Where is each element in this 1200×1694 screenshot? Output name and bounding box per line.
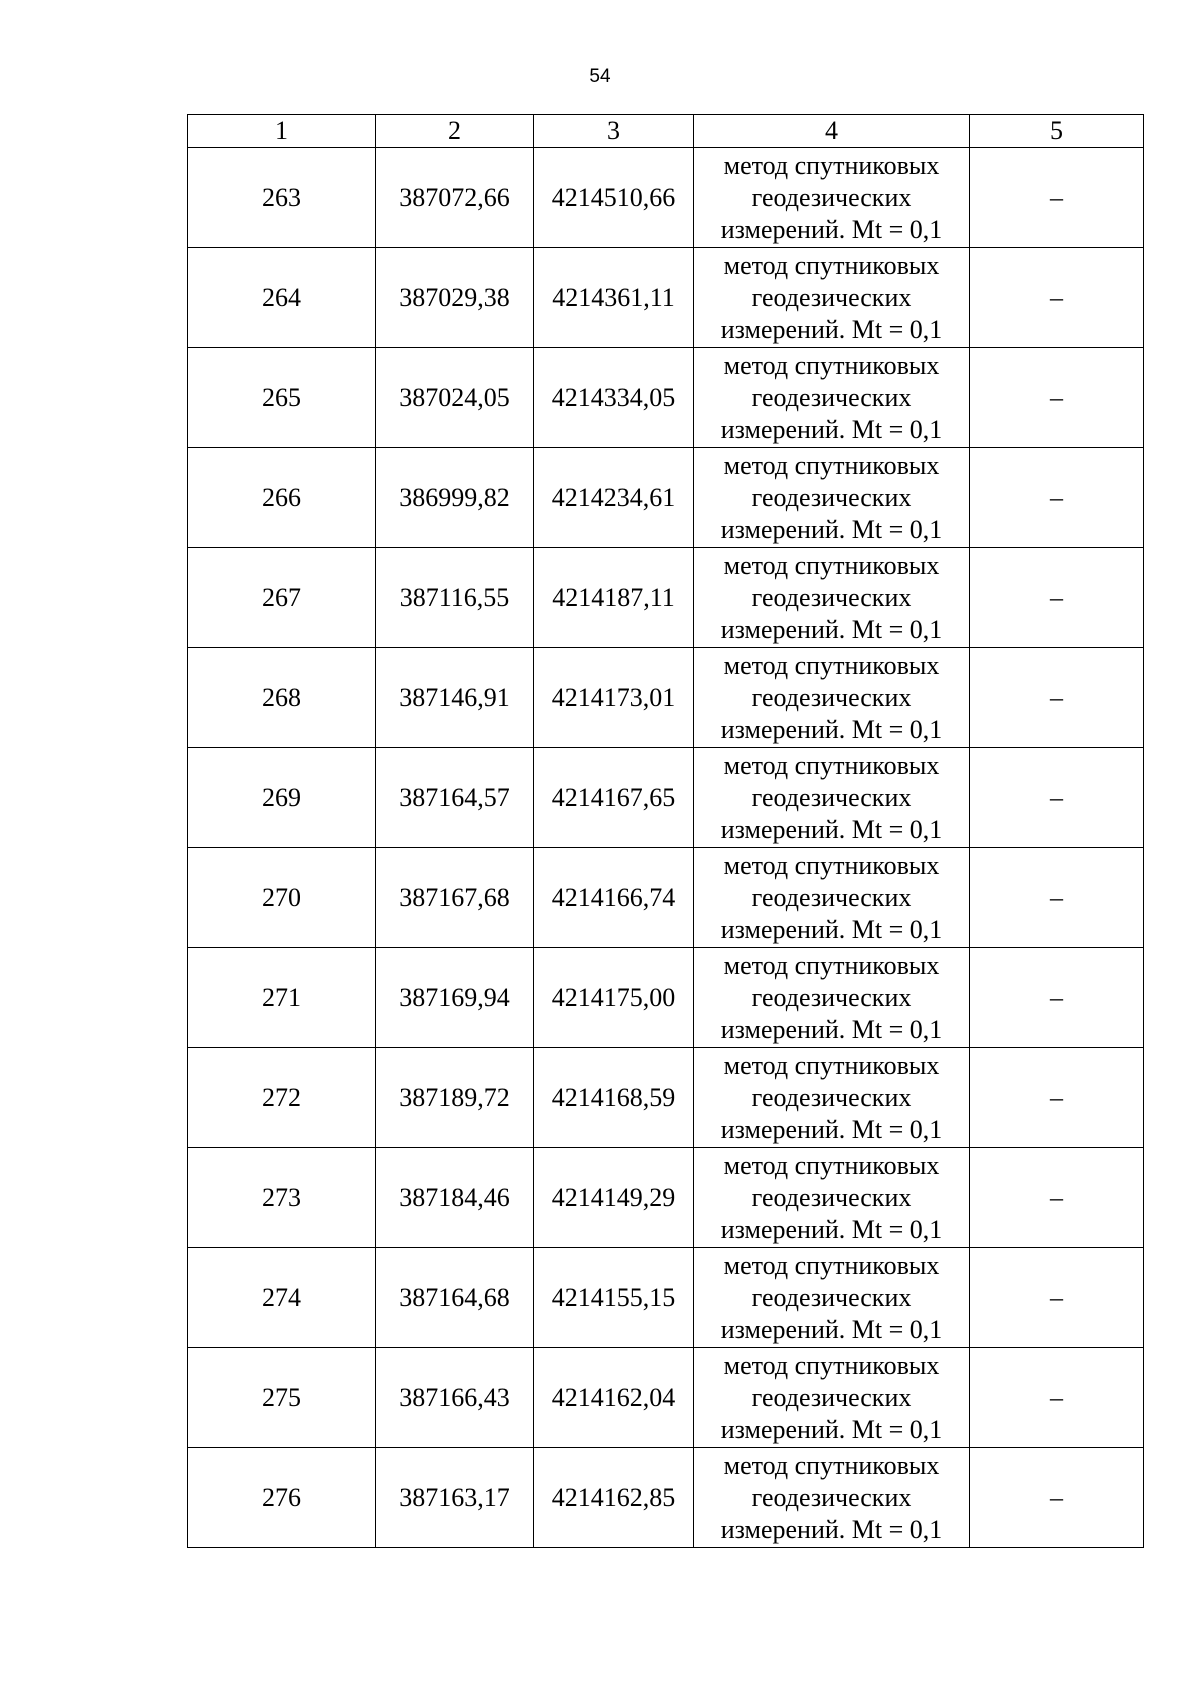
method-line: геодезических	[751, 1182, 912, 1212]
description-cell: –	[970, 548, 1144, 648]
y-coordinate-cell: 4214162,85	[534, 1448, 694, 1548]
description-cell: –	[970, 148, 1144, 248]
x-coordinate-cell: 387163,17	[376, 1448, 534, 1548]
method-cell	[694, 348, 970, 448]
point-number-cell: 267	[188, 548, 376, 648]
x-coordinate-cell: 387164,57	[376, 748, 534, 848]
table-row	[188, 148, 1144, 248]
description-cell: –	[970, 1048, 1144, 1148]
point-number-cell: 273	[188, 1148, 376, 1248]
method-line: измерений. Mt = 0,1	[720, 514, 943, 544]
x-coordinate-cell: 387072,66	[376, 148, 534, 248]
method-line: метод спутниковых	[723, 150, 940, 180]
y-coordinate-cell: 4214166,74	[534, 848, 694, 948]
y-coordinate-cell: 4214167,65	[534, 748, 694, 848]
point-number-cell: 264	[188, 248, 376, 348]
method-line: геодезических	[751, 1482, 912, 1512]
method-line: измерений. Mt = 0,1	[720, 414, 943, 444]
point-number-cell: 269	[188, 748, 376, 848]
method-line: геодезических	[751, 982, 912, 1012]
x-coordinate-cell: 387189,72	[376, 1048, 534, 1148]
table-row	[188, 1448, 1144, 1548]
column-header: 2	[376, 115, 534, 148]
table-row	[188, 1348, 1144, 1448]
method-line: метод спутниковых	[723, 1050, 940, 1080]
method-line: геодезических	[751, 882, 912, 912]
table-body	[188, 115, 1144, 1548]
point-number-cell: 263	[188, 148, 376, 248]
method-line: метод спутниковых	[723, 650, 940, 680]
method-line: метод спутниковых	[723, 750, 940, 780]
point-number-cell: 274	[188, 1248, 376, 1348]
description-cell: –	[970, 1248, 1144, 1348]
method-cell	[694, 748, 970, 848]
table-row	[188, 848, 1144, 948]
description-cell: –	[970, 648, 1144, 748]
table-row	[188, 548, 1144, 648]
method-line: метод спутниковых	[723, 1250, 940, 1280]
column-header: 3	[534, 115, 694, 148]
method-line: метод спутниковых	[723, 250, 940, 280]
method-cell	[694, 1048, 970, 1148]
method-line: измерений. Mt = 0,1	[720, 314, 943, 344]
method-line: измерений. Mt = 0,1	[720, 214, 943, 244]
description-cell: –	[970, 248, 1144, 348]
method-cell	[694, 1248, 970, 1348]
table-row	[188, 748, 1144, 848]
table-row	[188, 1248, 1144, 1348]
method-cell	[694, 948, 970, 1048]
y-coordinate-cell: 4214162,04	[534, 1348, 694, 1448]
method-line: геодезических	[751, 1082, 912, 1112]
x-coordinate-cell: 387164,68	[376, 1248, 534, 1348]
method-line: геодезических	[751, 282, 912, 312]
y-coordinate-cell: 4214173,01	[534, 648, 694, 748]
table-row	[188, 648, 1144, 748]
table-row	[188, 948, 1144, 1048]
method-line: метод спутниковых	[723, 1150, 940, 1180]
y-coordinate-cell: 4214168,59	[534, 1048, 694, 1148]
description-cell: –	[970, 948, 1144, 1048]
page-number: 54	[589, 66, 611, 87]
table-row	[188, 248, 1144, 348]
table-row	[188, 1048, 1144, 1148]
x-coordinate-cell: 386999,82	[376, 448, 534, 548]
column-header: 4	[694, 115, 970, 148]
method-line: метод спутниковых	[723, 450, 940, 480]
method-line: геодезических	[751, 182, 912, 212]
method-line: измерений. Mt = 0,1	[720, 714, 943, 744]
method-line: метод спутниковых	[723, 350, 940, 380]
x-coordinate-cell: 387024,05	[376, 348, 534, 448]
method-line: геодезических	[751, 1382, 912, 1412]
x-coordinate-cell: 387029,38	[376, 248, 534, 348]
method-line: измерений. Mt = 0,1	[720, 914, 943, 944]
method-cell	[694, 848, 970, 948]
method-line: измерений. Mt = 0,1	[720, 1014, 943, 1044]
method-line: метод спутниковых	[723, 850, 940, 880]
coordinates-table	[187, 114, 1144, 1548]
method-line: метод спутниковых	[723, 1350, 940, 1380]
header-row	[188, 115, 1144, 148]
description-cell: –	[970, 848, 1144, 948]
method-line: метод спутниковых	[723, 1450, 940, 1480]
method-line: геодезических	[751, 582, 912, 612]
method-line: геодезических	[751, 682, 912, 712]
method-cell	[694, 448, 970, 548]
y-coordinate-cell: 4214361,11	[534, 248, 694, 348]
point-number-cell: 276	[188, 1448, 376, 1548]
method-line: геодезических	[751, 782, 912, 812]
method-line: геодезических	[751, 482, 912, 512]
method-cell	[694, 1448, 970, 1548]
point-number-cell: 268	[188, 648, 376, 748]
table-row	[188, 1148, 1144, 1248]
point-number-cell: 266	[188, 448, 376, 548]
point-number-cell: 272	[188, 1048, 376, 1148]
method-line: измерений. Mt = 0,1	[720, 1414, 943, 1444]
method-line: измерений. Mt = 0,1	[720, 1214, 943, 1244]
method-cell	[694, 248, 970, 348]
table-row	[188, 348, 1144, 448]
method-cell	[694, 1348, 970, 1448]
method-line: метод спутниковых	[723, 550, 940, 580]
column-header: 1	[188, 115, 376, 148]
y-coordinate-cell: 4214175,00	[534, 948, 694, 1048]
y-coordinate-cell: 4214234,61	[534, 448, 694, 548]
table-row	[188, 448, 1144, 548]
description-cell: –	[970, 1448, 1144, 1548]
description-cell: –	[970, 1148, 1144, 1248]
column-header: 5	[970, 115, 1144, 148]
point-number-cell: 271	[188, 948, 376, 1048]
method-line: измерений. Mt = 0,1	[720, 1314, 943, 1344]
method-line: геодезических	[751, 382, 912, 412]
y-coordinate-cell: 4214510,66	[534, 148, 694, 248]
x-coordinate-cell: 387166,43	[376, 1348, 534, 1448]
point-number-cell: 265	[188, 348, 376, 448]
method-cell	[694, 648, 970, 748]
point-number-cell: 270	[188, 848, 376, 948]
y-coordinate-cell: 4214155,15	[534, 1248, 694, 1348]
method-line: измерений. Mt = 0,1	[720, 1114, 943, 1144]
x-coordinate-cell: 387169,94	[376, 948, 534, 1048]
description-cell: –	[970, 748, 1144, 848]
method-line: измерений. Mt = 0,1	[720, 614, 943, 644]
method-line: метод спутниковых	[723, 950, 940, 980]
x-coordinate-cell: 387146,91	[376, 648, 534, 748]
point-number-cell: 275	[188, 1348, 376, 1448]
description-cell: –	[970, 348, 1144, 448]
x-coordinate-cell: 387167,68	[376, 848, 534, 948]
method-cell	[694, 548, 970, 648]
method-cell	[694, 1148, 970, 1248]
y-coordinate-cell: 4214187,11	[534, 548, 694, 648]
x-coordinate-cell: 387116,55	[376, 548, 534, 648]
method-line: геодезических	[751, 1282, 912, 1312]
y-coordinate-cell: 4214149,29	[534, 1148, 694, 1248]
method-line: измерений. Mt = 0,1	[720, 1514, 943, 1544]
method-cell	[694, 148, 970, 248]
description-cell: –	[970, 1348, 1144, 1448]
x-coordinate-cell: 387184,46	[376, 1148, 534, 1248]
method-line: измерений. Mt = 0,1	[720, 814, 943, 844]
y-coordinate-cell: 4214334,05	[534, 348, 694, 448]
description-cell: –	[970, 448, 1144, 548]
